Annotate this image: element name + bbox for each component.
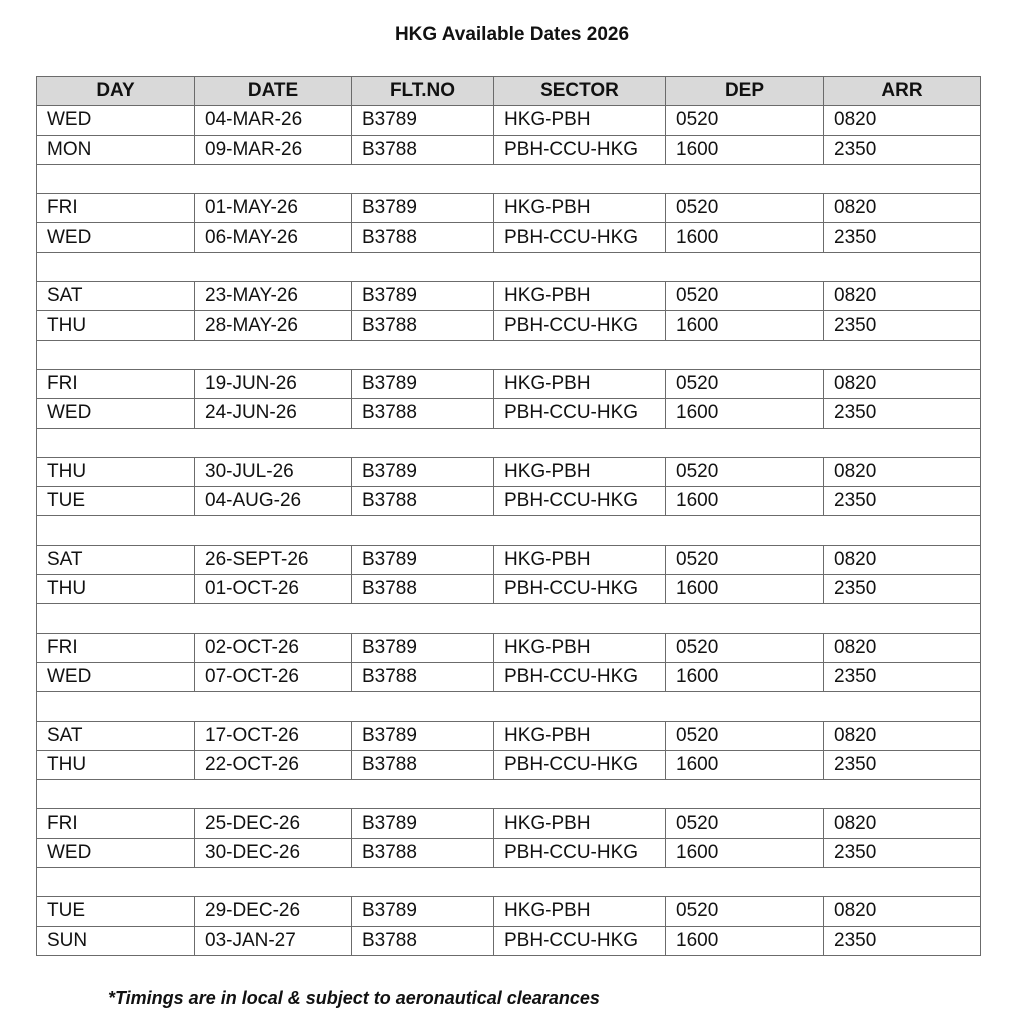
cell-day: SAT [37,721,195,750]
cell-flight-no: B3789 [352,457,494,486]
spacer-cell [37,692,981,721]
table-row [37,223,981,252]
table-header-row [37,77,981,106]
table-row [37,487,981,516]
header-dep: DEP [666,77,824,106]
cell-sector: HKG-PBH [494,633,666,662]
cell-day: TUE [37,897,195,926]
cell-arr: 0820 [824,369,981,398]
cell-flight-no: B3788 [352,487,494,516]
table-row [37,809,981,838]
cell-sector: HKG-PBH [494,809,666,838]
cell-flight-no: B3789 [352,897,494,926]
cell-sector: PBH-CCU-HKG [494,575,666,604]
cell-dep: 0520 [666,545,824,574]
cell-dep: 0520 [666,897,824,926]
cell-date: 02-OCT-26 [195,633,352,662]
table-row [37,926,981,955]
table-row [37,897,981,926]
table-row [37,662,981,691]
cell-day: THU [37,575,195,604]
cell-flight-no: B3788 [352,750,494,779]
spacer-row [37,868,981,897]
cell-dep: 0520 [666,721,824,750]
cell-arr: 2350 [824,135,981,164]
cell-arr: 0820 [824,897,981,926]
cell-dep: 1600 [666,575,824,604]
cell-flight-no: B3788 [352,575,494,604]
cell-dep: 0520 [666,194,824,223]
cell-arr: 0820 [824,545,981,574]
schedule-body [37,106,981,956]
table-row [37,311,981,340]
cell-arr: 0820 [824,809,981,838]
cell-flight-no: B3788 [352,223,494,252]
table-row [37,838,981,867]
cell-day: MON [37,135,195,164]
header-sector: SECTOR [494,77,666,106]
header-arr: ARR [824,77,981,106]
cell-flight-no: B3788 [352,662,494,691]
table-row [37,575,981,604]
spacer-cell [37,516,981,545]
table-row [37,399,981,428]
table-row [37,282,981,311]
cell-day: WED [37,106,195,135]
cell-dep: 1600 [666,926,824,955]
cell-arr: 0820 [824,457,981,486]
cell-dep: 1600 [666,399,824,428]
cell-arr: 2350 [824,662,981,691]
cell-date: 06-MAY-26 [195,223,352,252]
table-row [37,750,981,779]
table-row [37,545,981,574]
cell-flight-no: B3789 [352,369,494,398]
table-row [37,194,981,223]
cell-date: 25-DEC-26 [195,809,352,838]
cell-day: FRI [37,633,195,662]
cell-date: 19-JUN-26 [195,369,352,398]
cell-dep: 1600 [666,838,824,867]
header-date: DATE [195,77,352,106]
cell-day: FRI [37,369,195,398]
cell-dep: 0520 [666,282,824,311]
spacer-cell [37,340,981,369]
cell-date: 04-AUG-26 [195,487,352,516]
cell-dep: 0520 [666,809,824,838]
spacer-row [37,780,981,809]
spacer-row [37,604,981,633]
cell-arr: 0820 [824,721,981,750]
cell-sector: HKG-PBH [494,194,666,223]
cell-sector: PBH-CCU-HKG [494,926,666,955]
cell-arr: 2350 [824,750,981,779]
footnote: *Timings are in local & subject to aeronautical clearances [108,988,600,1008]
spacer-cell [37,252,981,281]
cell-dep: 0520 [666,633,824,662]
cell-date: 29-DEC-26 [195,897,352,926]
cell-arr: 2350 [824,487,981,516]
cell-arr: 0820 [824,194,981,223]
cell-dep: 1600 [666,311,824,340]
cell-dep: 0520 [666,369,824,398]
cell-date: 22-OCT-26 [195,750,352,779]
cell-dep: 1600 [666,223,824,252]
cell-day: SAT [37,545,195,574]
cell-date: 24-JUN-26 [195,399,352,428]
cell-sector: PBH-CCU-HKG [494,487,666,516]
cell-flight-no: B3789 [352,282,494,311]
cell-day: WED [37,223,195,252]
cell-sector: PBH-CCU-HKG [494,223,666,252]
cell-flight-no: B3788 [352,926,494,955]
header-flight-no: FLT.NO [352,77,494,106]
cell-day: WED [37,838,195,867]
cell-flight-no: B3789 [352,809,494,838]
cell-sector: PBH-CCU-HKG [494,135,666,164]
cell-sector: PBH-CCU-HKG [494,399,666,428]
cell-flight-no: B3788 [352,135,494,164]
cell-flight-no: B3789 [352,106,494,135]
cell-flight-no: B3789 [352,721,494,750]
cell-flight-no: B3788 [352,399,494,428]
spacer-cell [37,428,981,457]
cell-date: 28-MAY-26 [195,311,352,340]
cell-flight-no: B3789 [352,633,494,662]
header-day: DAY [37,77,195,106]
cell-dep: 1600 [666,135,824,164]
cell-day: WED [37,399,195,428]
cell-date: 23-MAY-26 [195,282,352,311]
cell-sector: HKG-PBH [494,545,666,574]
cell-flight-no: B3789 [352,194,494,223]
table-row [37,633,981,662]
cell-arr: 2350 [824,399,981,428]
cell-date: 03-JAN-27 [195,926,352,955]
cell-sector: HKG-PBH [494,282,666,311]
cell-date: 30-DEC-26 [195,838,352,867]
spacer-cell [37,164,981,193]
cell-date: 04-MAR-26 [195,106,352,135]
cell-arr: 0820 [824,633,981,662]
cell-flight-no: B3788 [352,838,494,867]
table-row [37,135,981,164]
cell-sector: PBH-CCU-HKG [494,662,666,691]
schedule-table [36,76,981,956]
cell-date: 01-OCT-26 [195,575,352,604]
spacer-row [37,340,981,369]
spacer-cell [37,780,981,809]
cell-arr: 0820 [824,282,981,311]
cell-arr: 2350 [824,838,981,867]
cell-day: WED [37,662,195,691]
cell-sector: PBH-CCU-HKG [494,838,666,867]
cell-arr: 0820 [824,106,981,135]
cell-day: SAT [37,282,195,311]
cell-day: FRI [37,194,195,223]
table-row [37,106,981,135]
cell-arr: 2350 [824,311,981,340]
cell-sector: HKG-PBH [494,721,666,750]
cell-date: 30-JUL-26 [195,457,352,486]
cell-day: FRI [37,809,195,838]
cell-arr: 2350 [824,575,981,604]
page-title: HKG Available Dates 2026 [394,24,630,45]
cell-day: TUE [37,487,195,516]
cell-dep: 0520 [666,106,824,135]
spacer-row [37,164,981,193]
cell-day: SUN [37,926,195,955]
spacer-cell [37,604,981,633]
cell-sector: HKG-PBH [494,369,666,398]
cell-arr: 2350 [824,926,981,955]
table-row [37,721,981,750]
table-row [37,457,981,486]
cell-day: THU [37,457,195,486]
spacer-cell [37,868,981,897]
cell-flight-no: B3788 [352,311,494,340]
spacer-row [37,516,981,545]
cell-dep: 1600 [666,487,824,516]
cell-dep: 0520 [666,457,824,486]
cell-arr: 2350 [824,223,981,252]
cell-sector: PBH-CCU-HKG [494,311,666,340]
spacer-row [37,428,981,457]
cell-dep: 1600 [666,750,824,779]
table-row [37,369,981,398]
cell-dep: 1600 [666,662,824,691]
cell-flight-no: B3789 [352,545,494,574]
cell-date: 01-MAY-26 [195,194,352,223]
cell-sector: PBH-CCU-HKG [494,750,666,779]
cell-date: 26-SEPT-26 [195,545,352,574]
cell-date: 09-MAR-26 [195,135,352,164]
cell-date: 17-OCT-26 [195,721,352,750]
cell-sector: HKG-PBH [494,106,666,135]
cell-day: THU [37,311,195,340]
cell-day: THU [37,750,195,779]
cell-sector: HKG-PBH [494,457,666,486]
cell-date: 07-OCT-26 [195,662,352,691]
spacer-row [37,692,981,721]
cell-sector: HKG-PBH [494,897,666,926]
spacer-row [37,252,981,281]
